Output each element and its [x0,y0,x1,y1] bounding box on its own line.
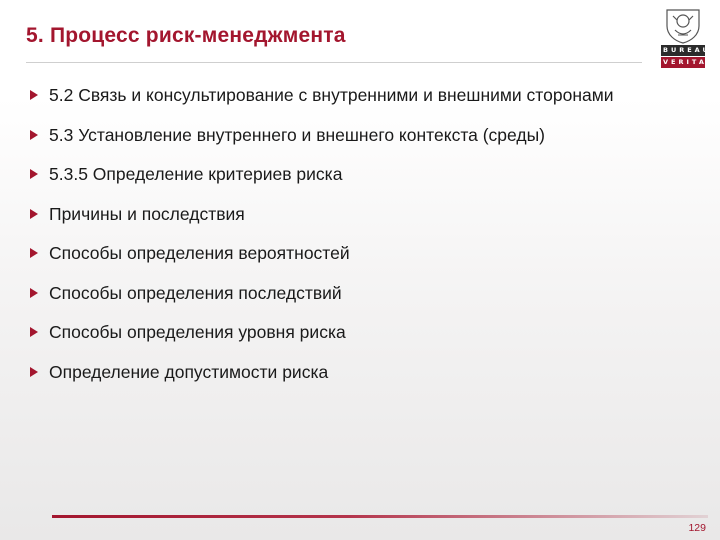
bullet-arrow-icon [30,288,38,298]
bullet-arrow-icon [30,209,38,219]
bullet-arrow-icon [30,169,38,179]
bullet-text: Причины и последствия [49,203,245,224]
bullet-item [30,125,670,146]
slide-title: 5. Процесс риск-менеджмента [26,24,346,47]
bullet-arrow-icon [30,248,38,258]
bullet-text: 5.3.5 Определение критериев риска [49,164,343,184]
bullet-text: Способы определения уровня риска [49,322,346,342]
bullet-arrow-icon [30,367,38,377]
bullet-item [30,204,670,225]
bullet-arrow-icon [30,327,38,337]
bullet-text: 5.2 Связь и консультирование с внутренними и внешними сторонами [49,85,614,105]
bullet-list [30,85,670,401]
bullet-item [30,164,670,185]
bullet-item [30,322,670,343]
title-divider [26,62,642,63]
bullet-text: 5.3 Установление внутреннего и внешнего контекста (среды) [49,124,546,145]
bullet-text: Определение допустимости риска [49,361,329,382]
bullet-item [30,283,670,304]
page-number: 129 [688,522,706,534]
bullet-text: Способы определения последствий [49,282,342,303]
bullet-item [30,243,670,264]
bullet-item [30,85,670,106]
footer-divider [52,515,708,518]
bureau-veritas-logo [661,8,715,70]
crest-icon [661,8,705,44]
bullet-arrow-icon [30,130,38,140]
bullet-text: Способы определения вероятностей [49,243,350,263]
logo-veritas-label: VERITAS [663,58,715,66]
bullet-arrow-icon [30,90,38,100]
bullet-item [30,362,670,383]
logo-bureau-label: BUREAU [663,46,711,54]
